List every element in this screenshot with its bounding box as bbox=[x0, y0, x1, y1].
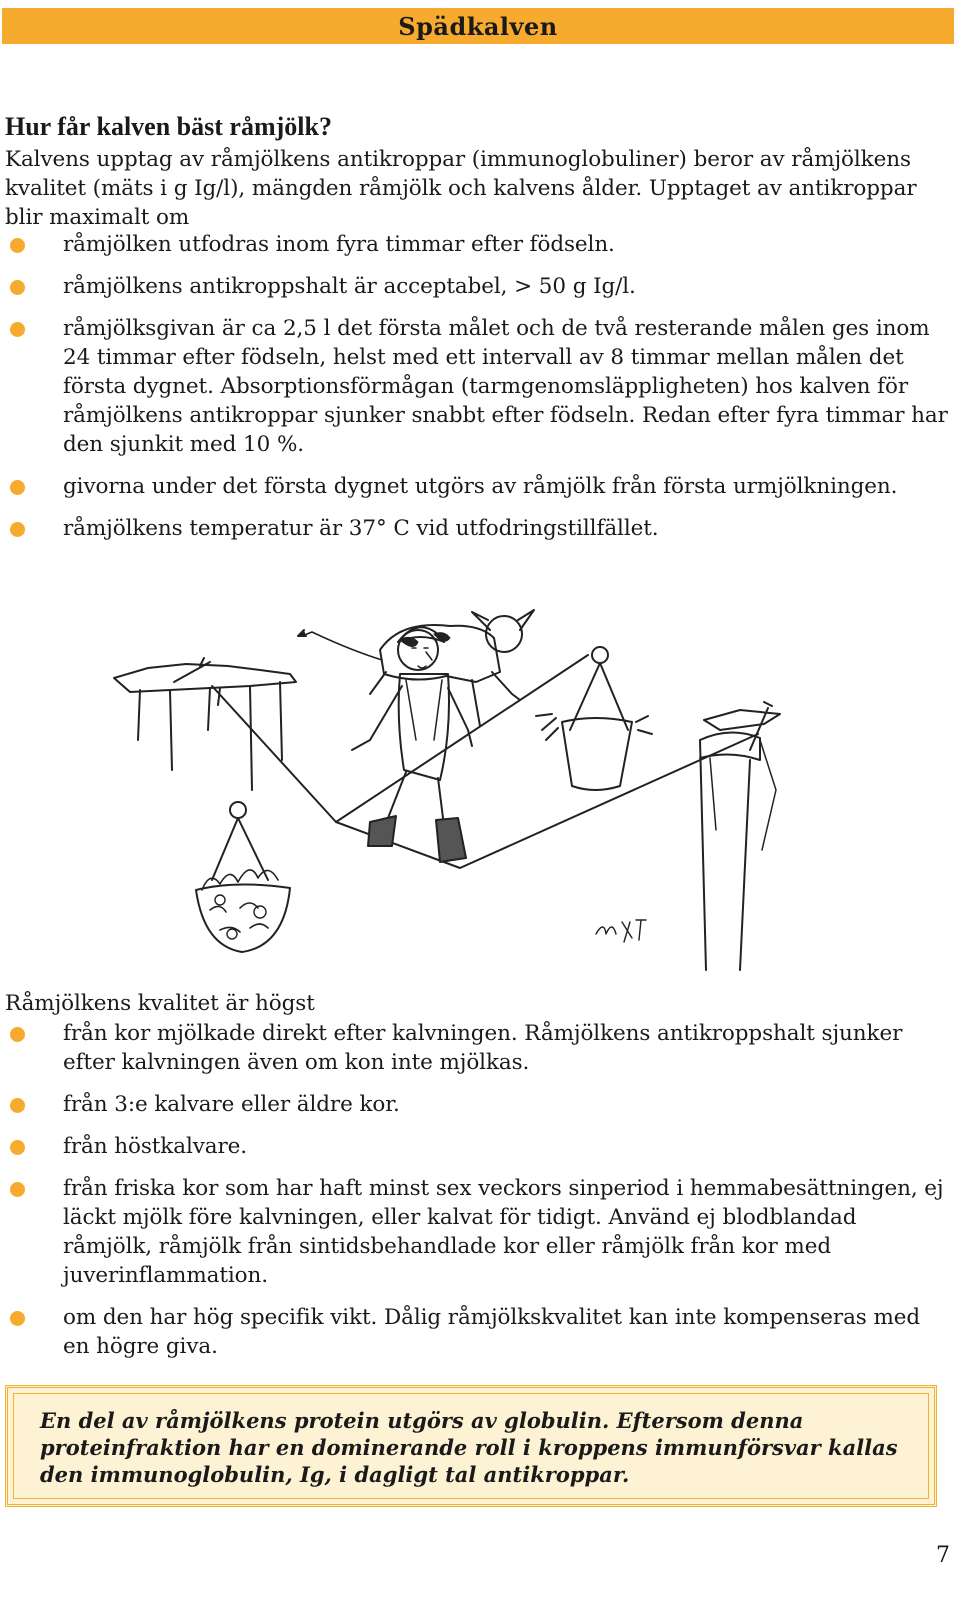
left-platform bbox=[114, 664, 296, 692]
list-item bbox=[0, 314, 950, 459]
man-face bbox=[412, 648, 432, 668]
info-box-text: En del av råmjölkens protein utgörs av globulin. Eftersom denna proteinfraktion har en dominerande roll i kroppens immunförsvar kallas den immunoglobulin, Ig, i dagligt tal antikroppar. bbox=[40, 1408, 898, 1487]
quality-heading: Råmjölkens kvalitet är högst bbox=[5, 991, 315, 1016]
bucket bbox=[562, 718, 632, 790]
bullet-dot-icon bbox=[10, 1182, 25, 1197]
pulley-left bbox=[230, 802, 246, 818]
list-item-text: om den har hög specifik vikt. Dålig råmjölkskvalitet kan inte kompenseras med en högre giva. bbox=[63, 1305, 921, 1359]
list-item-text: från kor mjölkade direkt efter kalvningen. Råmjölkens antikroppshalt sjunker efter kalvningen även om kon inte mjölkas. bbox=[63, 1021, 903, 1075]
man-overall-straps bbox=[406, 680, 442, 740]
list-item bbox=[0, 272, 950, 301]
bullet-dot-icon bbox=[10, 1098, 25, 1113]
basket-hang bbox=[212, 818, 268, 880]
list-item-text: råmjölksgivan är ca 2,5 l det första målet och de två resterande målen ges inom 24 timmar efter födseln, helst med ett intervall av 8 timmar mellan målen det första dygnet. Absorptionsförmågan (tarmgenomsläppligheten) hos kalven för råmjölkens antikroppar sjunker snabbt efter födseln. Redan efter fyra timmar har den sjunkit med 10 %. bbox=[63, 316, 948, 457]
splash-right bbox=[636, 716, 652, 734]
rope-lower bbox=[336, 734, 758, 868]
tightrope-cartoon-illustration bbox=[100, 590, 800, 980]
bullet-dot-icon bbox=[10, 480, 25, 495]
bullet-dot-icon bbox=[10, 1140, 25, 1155]
artist-signature bbox=[596, 920, 646, 942]
list-item-text: råmjölkens temperatur är 37° C vid utfodringstillfället. bbox=[63, 516, 659, 541]
pulley-right bbox=[592, 647, 608, 663]
right-post bbox=[700, 732, 760, 970]
header-bar bbox=[2, 8, 954, 44]
list-item-text: råmjölken utfodras inom fyra timmar efter födseln. bbox=[63, 232, 615, 257]
intro-paragraph: Kalvens upptag av råmjölkens antikroppar (immunoglobuliner) beror av råmjölkens kvalitet (mäts i g Ig/l), mängden råmjölk och kalvens ålder. Upptaget av antikroppar blir maximalt om bbox=[5, 147, 917, 230]
bullet-dot-icon bbox=[10, 1027, 25, 1042]
list-item-text: från höstkalvare. bbox=[63, 1134, 248, 1159]
left-stick bbox=[174, 658, 210, 682]
list-item-text: givorna under det första dygnet utgörs av råmjölk från första urmjölkningen. bbox=[63, 474, 898, 499]
info-box bbox=[5, 1385, 937, 1507]
bullet-dot-icon bbox=[10, 322, 25, 337]
list-item bbox=[0, 1019, 950, 1077]
section-heading: Hur får kalven bäst råmjölk? bbox=[5, 112, 332, 141]
calf-head bbox=[486, 616, 522, 652]
calf-tail-tuft bbox=[298, 630, 306, 636]
list-item bbox=[0, 514, 950, 543]
calf-ears bbox=[472, 610, 534, 630]
list-item bbox=[0, 1174, 950, 1290]
bullet-dot-icon bbox=[10, 522, 25, 537]
list-item-text: råmjölkens antikroppshalt är acceptabel, > 50 g Ig/l. bbox=[63, 274, 636, 299]
list-item-text: från 3:e kalvare eller äldre kor. bbox=[63, 1092, 400, 1117]
calf-tail bbox=[302, 632, 382, 660]
left-platform-drips bbox=[138, 682, 282, 790]
quality-list bbox=[0, 1019, 950, 1374]
conditions-list bbox=[0, 230, 950, 556]
splash-left bbox=[536, 714, 558, 740]
list-item bbox=[0, 1090, 950, 1119]
page-title: Spädkalven bbox=[398, 11, 558, 41]
bullet-dot-icon bbox=[10, 1311, 25, 1326]
list-item bbox=[0, 230, 950, 259]
man-boots bbox=[368, 816, 466, 862]
page-number: 7 bbox=[936, 1543, 950, 1568]
list-item-text: från friska kor som har haft minst sex veckors sinperiod i hemmabesättningen, ej läckt mjölk före kalvningen, eller kalvat för tidigt. Använd ej blodblandad råmjölk, råmjölk från sintidsbehandlade kor eller råmjölk från kor med juverinflammation. bbox=[63, 1176, 944, 1288]
right-post-top bbox=[704, 710, 780, 730]
list-item bbox=[0, 472, 950, 501]
calf-legs bbox=[370, 672, 520, 726]
calf-spots bbox=[400, 633, 450, 647]
list-item bbox=[0, 1132, 950, 1161]
basket bbox=[196, 884, 290, 952]
bullet-dot-icon bbox=[10, 280, 25, 295]
bullet-dot-icon bbox=[10, 238, 25, 253]
list-item bbox=[0, 1303, 950, 1361]
